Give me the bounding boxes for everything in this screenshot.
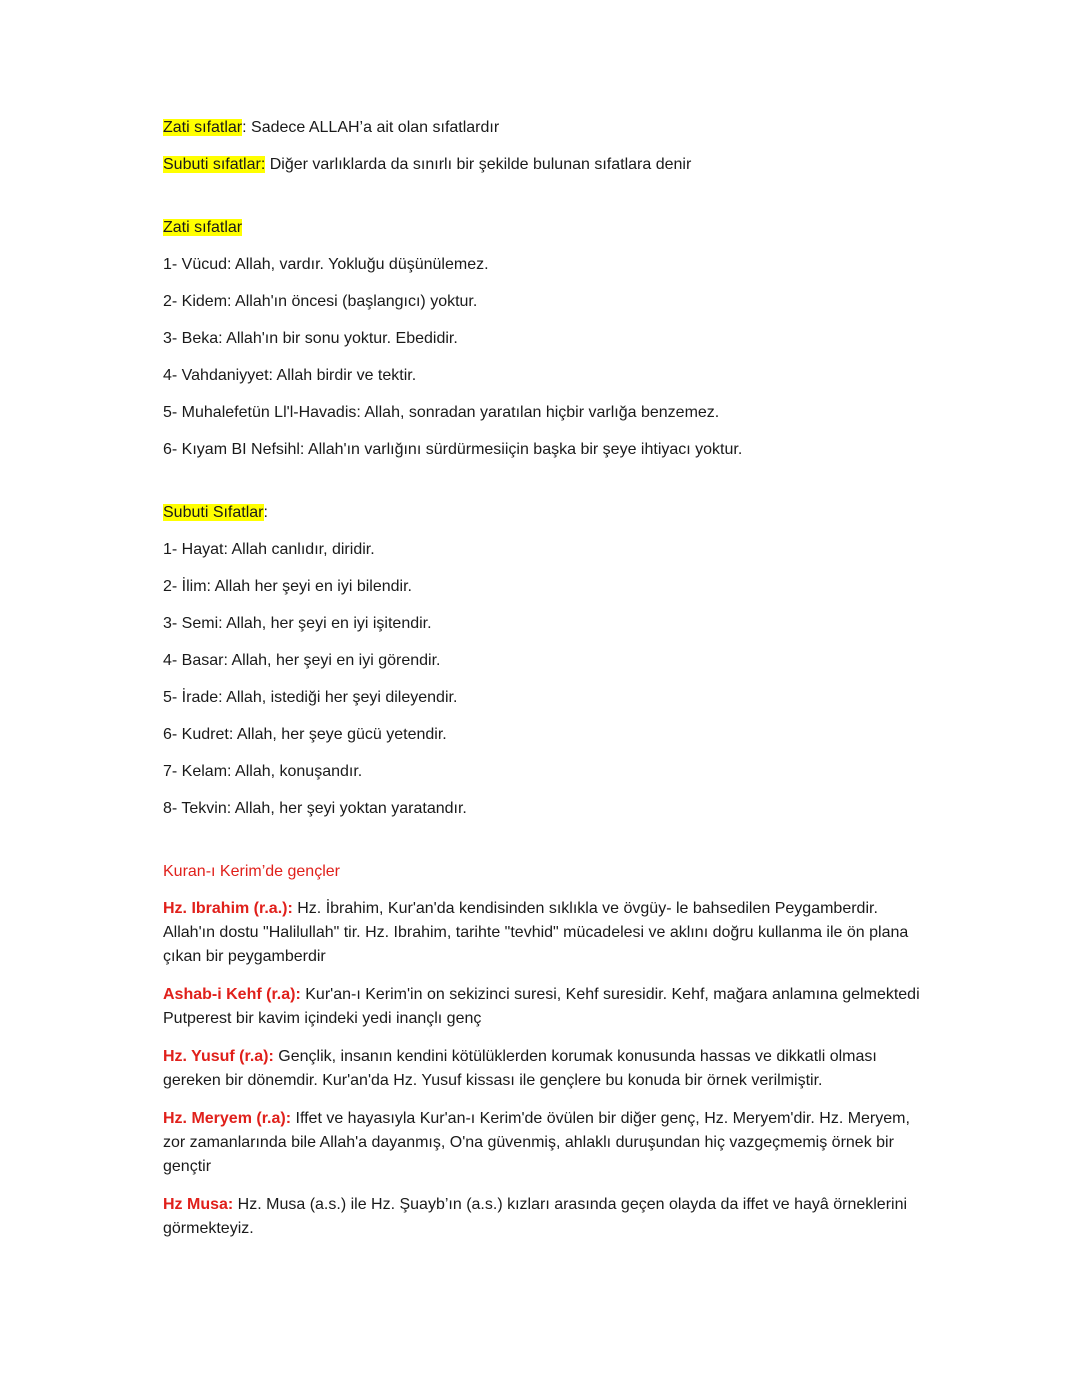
youth-section-heading: Kuran-ı Kerim’de gençler	[163, 863, 340, 880]
youth-entries	[163, 897, 923, 1241]
youth-entry-yusuf	[163, 1045, 923, 1093]
subuti-definition-text: Diğer varlıklarda da sınırlı bir şekilde bulunan sıfatlara denir	[265, 156, 692, 173]
list-item: 6- Kudret: Allah, her şeye gücü yetendir.	[163, 726, 447, 743]
list-item: 7- Kelam: Allah, konuşandır.	[163, 763, 363, 780]
entry-text: Hz. İbrahim, Kur'an'da kendisinden sıklıkla ve övgüy- le bahsedilen Peygamberdir. Allah'ın dostu "Halilullah" tir. Hz. Ibrahim, tarihte "tevhid" mücadelesi ve aklını doğru kullanma ile ön plana çıkan bir peygamberdir	[163, 900, 909, 965]
entry-text: Gençlik, insanın kendini kötülüklerden korumak konusunda hassas ve dikkatli olması gereken bir dönemdir. Kur'an'da Hz. Yusuf kissası ile gençlere bu konuda bir örnek verilmiştir.	[163, 1048, 877, 1089]
subuti-heading-suffix: :	[263, 504, 268, 521]
entry-name: Hz. Meryem (r.a):	[163, 1110, 292, 1127]
spacer	[163, 834, 923, 860]
list-item: 2- İlim: Allah her şeyi en iyi bilendir.	[163, 578, 412, 595]
youth-entry-ibrahim	[163, 897, 923, 969]
list-item: 8- Tekvin: Allah, her şeyi yoktan yaratandır.	[163, 800, 467, 817]
intro-subuti-definition	[163, 153, 923, 177]
zati-section-heading	[163, 216, 923, 240]
subuti-label-highlight: Subuti sıfatlar:	[163, 156, 266, 173]
document-page	[163, 116, 923, 1255]
entry-name: Hz Musa:	[163, 1196, 234, 1213]
entry-text: Kur'an-ı Kerim'in on sekizinci suresi, Kehf suresidir. Kehf, mağara anlamına gelmektedi Putperest bir kavim içindeki yedi inançlı genç	[163, 986, 920, 1027]
list-item: 6- Kıyam BI Nefsihl: Allah'ın varlığını sürdürmesiiçin başka bir şeye ihtiyacı yoktur.	[163, 441, 743, 458]
list-item: 2- Kidem: Allah'ın öncesi (başlangıcı) yoktur.	[163, 293, 478, 310]
list-item: 4- Vahdaniyyet: Allah birdir ve tektir.	[163, 367, 417, 384]
zati-definition-text: : Sadece ALLAH’a ait olan sıfatlardır	[242, 119, 500, 136]
list-item: 5- İrade: Allah, istediği her şeyi dileyendir.	[163, 689, 458, 706]
entry-name: Hz. Yusuf (r.a):	[163, 1048, 274, 1065]
youth-entry-ashab-i-kehf	[163, 983, 923, 1031]
list-item: 4- Basar: Allah, her şeyi en iyi görendir.	[163, 652, 441, 669]
zati-heading-highlight: Zati sıfatlar	[163, 219, 243, 236]
list-item: 1- Vücud: Allah, vardır. Yokluğu düşünülemez.	[163, 256, 489, 273]
subuti-section-heading	[163, 501, 923, 525]
list-item: 5- Muhalefetün Ll'l-Havadis: Allah, sonradan yaratılan hiçbir varlığa benzemez.	[163, 404, 720, 421]
youth-entry-meryem	[163, 1107, 923, 1179]
subuti-list	[163, 538, 923, 821]
youth-entry-musa	[163, 1193, 923, 1241]
list-item: 1- Hayat: Allah canlıdır, diridir.	[163, 541, 375, 558]
list-item: 3- Beka: Allah'ın bir sonu yoktur. Ebedidir.	[163, 330, 458, 347]
entry-name: Ashab-i Kehf (r.a):	[163, 986, 301, 1003]
intro-zati-definition	[163, 116, 923, 140]
entry-text: Iffet ve hayasıyla Kur'an-ı Kerim'de övülen bir diğer genç, Hz. Meryem'dir. Hz. Meryem, zor zamanlarında bile Allah'a dayanmış, O'na güvenmiş, ahlaklı duruşundan hiç vazgeçmemiş örnek bir gençtir	[163, 1110, 910, 1175]
entry-text: Hz. Musa (a.s.) ile Hz. Şuayb’ın (a.s.) kızları arasında geçen olayda da iffet ve hayâ örneklerini görmekteyiz.	[163, 1196, 908, 1237]
subuti-heading-highlight: Subuti Sıfatlar	[163, 504, 264, 521]
zati-list	[163, 253, 923, 462]
spacer	[163, 190, 923, 216]
list-item: 3- Semi: Allah, her şeyi en iyi işitendir.	[163, 615, 432, 632]
spacer	[163, 475, 923, 501]
entry-name: Hz. Ibrahim (r.a.):	[163, 900, 293, 917]
zati-label-highlight: Zati sıfatlar	[163, 119, 243, 136]
